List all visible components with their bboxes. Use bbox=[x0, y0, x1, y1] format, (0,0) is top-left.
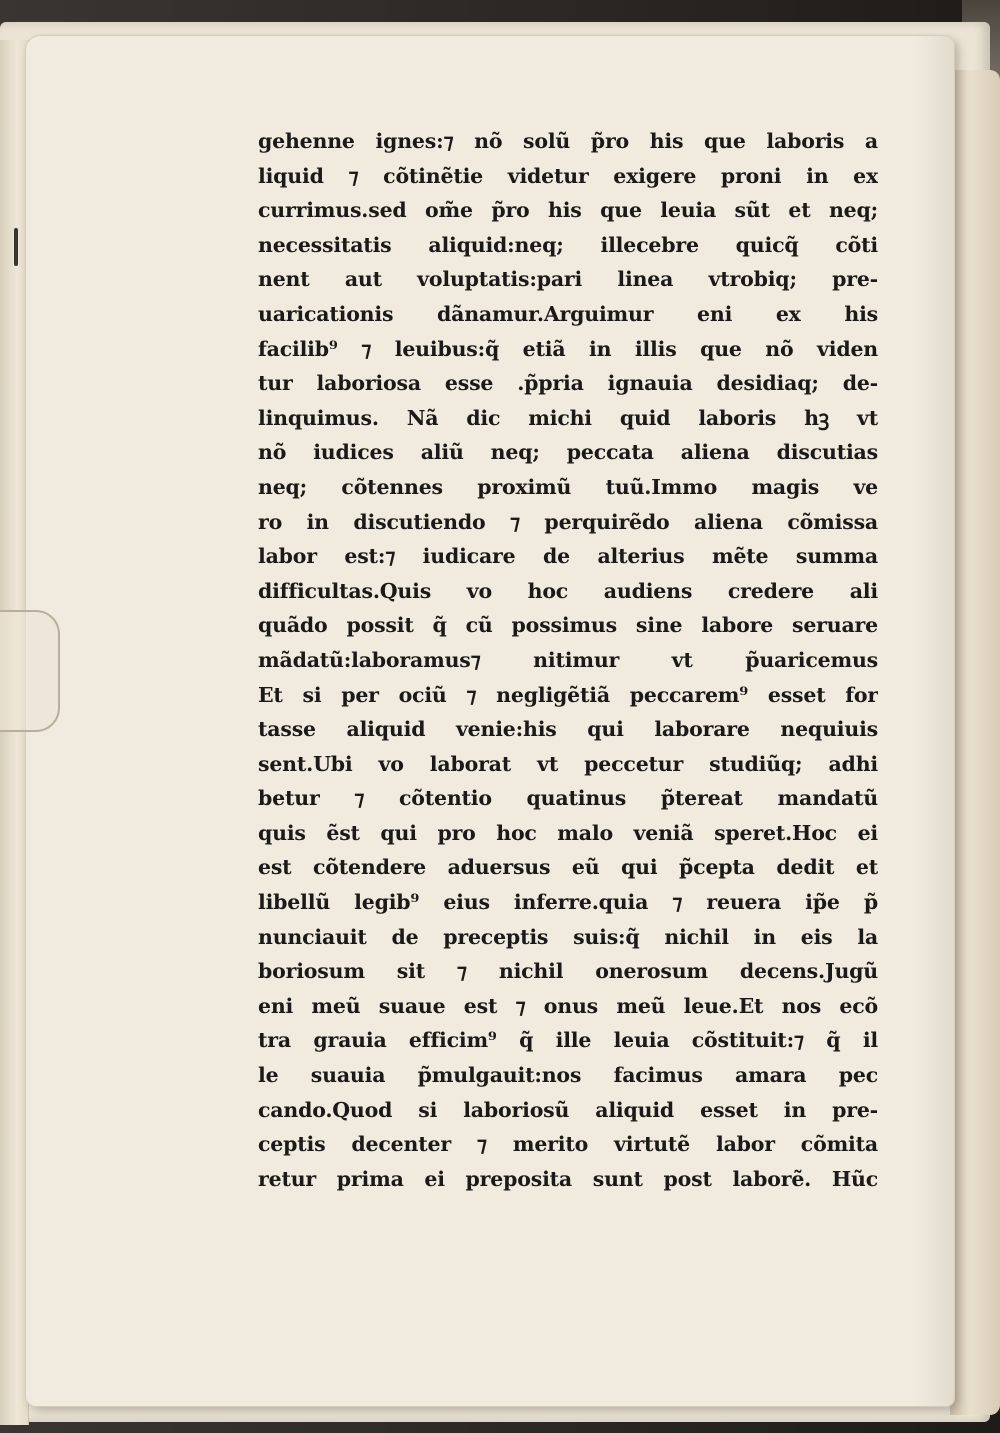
text-line: tra grauia efficim⁹ q̃ ille leuia cõstituit:⁊ q̃ il bbox=[258, 1028, 878, 1053]
right-page-edges bbox=[950, 70, 1000, 1415]
text-line: liquid ⁊ cõtinẽtie videtur exigere proni in ex bbox=[258, 163, 878, 188]
book-page bbox=[26, 36, 954, 1406]
text-line: difficultas.Quis vo hoc audiens credere ali bbox=[258, 578, 878, 603]
text-line: tasse aliquid venie:his qui laborare nequiuis bbox=[258, 717, 878, 742]
text-line: labor est:⁊ iudicare de alterius mẽte summa bbox=[258, 544, 878, 569]
text-line: cando.Quod si laboriosũ aliquid esset in pre- bbox=[258, 1097, 878, 1122]
text-line: betur ⁊ cõtentio quatinus p̃tereat mandatũ bbox=[258, 786, 878, 811]
text-line: libellũ legib⁹ eius inferre.quia ⁊ reuera ip̃e p̃ bbox=[258, 890, 878, 915]
text-line: nent aut voluptatis:pari linea vtrobiq; pre- bbox=[258, 267, 878, 292]
text-line: sent.Ubi vo laborat vt peccetur studiũq; adhi bbox=[258, 751, 878, 776]
page-text-block bbox=[258, 124, 878, 1196]
text-line: gehenne ignes:⁊ nõ solũ p̃ro his que laboris a bbox=[258, 129, 878, 153]
text-line: currimus.sed om̃e p̃ro his que leuia sũt et neq; bbox=[258, 198, 878, 223]
text-line: retur prima ei preposita sunt post laborẽ. Hũc bbox=[258, 1166, 878, 1191]
text-line: Et si per ociũ ⁊ negligẽtiã peccarem⁹ esset for bbox=[258, 682, 878, 707]
text-line: boriosum sit ⁊ nichil onerosum decens.Jugũ bbox=[258, 959, 878, 984]
text-line: facilib⁹ ⁊ leuibus:q̃ etiã in illis que nõ viden bbox=[258, 336, 878, 361]
text-line: uaricationis dãnamur.Arguimur eni ex his bbox=[258, 301, 878, 326]
text-line: quis ẽst qui pro hoc malo veniã speret.Hoc ei bbox=[258, 820, 878, 845]
text-line: ro in discutiendo ⁊ perquirẽdo aliena cõmissa bbox=[258, 509, 878, 534]
text-line: est cõtendere aduersus eũ qui p̃cepta dedit et bbox=[258, 855, 878, 880]
text-line: mãdatũ:laboramus⁊ nitimur vt p̃uaricemus bbox=[258, 647, 878, 672]
text-line: linquimus. Nã dic michi quid laboris hꝫ vt bbox=[258, 405, 878, 430]
text-line: tur laboriosa esse .p̃pria ignauia desidiaq; de- bbox=[258, 371, 878, 396]
text-line: nõ iudices aliũ neq; peccata aliena discutias bbox=[258, 440, 878, 465]
page-clasp bbox=[0, 610, 60, 732]
text-line: eni meũ suaue est ⁊ onus meũ leue.Et nos ecõ bbox=[258, 993, 878, 1018]
text-line: quãdo possit q̃ cũ possimus sine labore seruare bbox=[258, 613, 878, 638]
text-line: le suauia p̃mulgauit:nos facimus amara pec bbox=[258, 1063, 878, 1088]
edge-mark bbox=[14, 228, 18, 266]
text-line: necessitatis aliquid:neq; illecebre quicq̃ cõti bbox=[258, 232, 878, 257]
text-line: ceptis decenter ⁊ merito virtutẽ labor cõmita bbox=[258, 1132, 878, 1157]
text-line: neq; cõtennes proximũ tuũ.Immo magis ve bbox=[258, 474, 878, 499]
text-line: nunciauit de preceptis suis:q̃ nichil in eis la bbox=[258, 924, 878, 949]
